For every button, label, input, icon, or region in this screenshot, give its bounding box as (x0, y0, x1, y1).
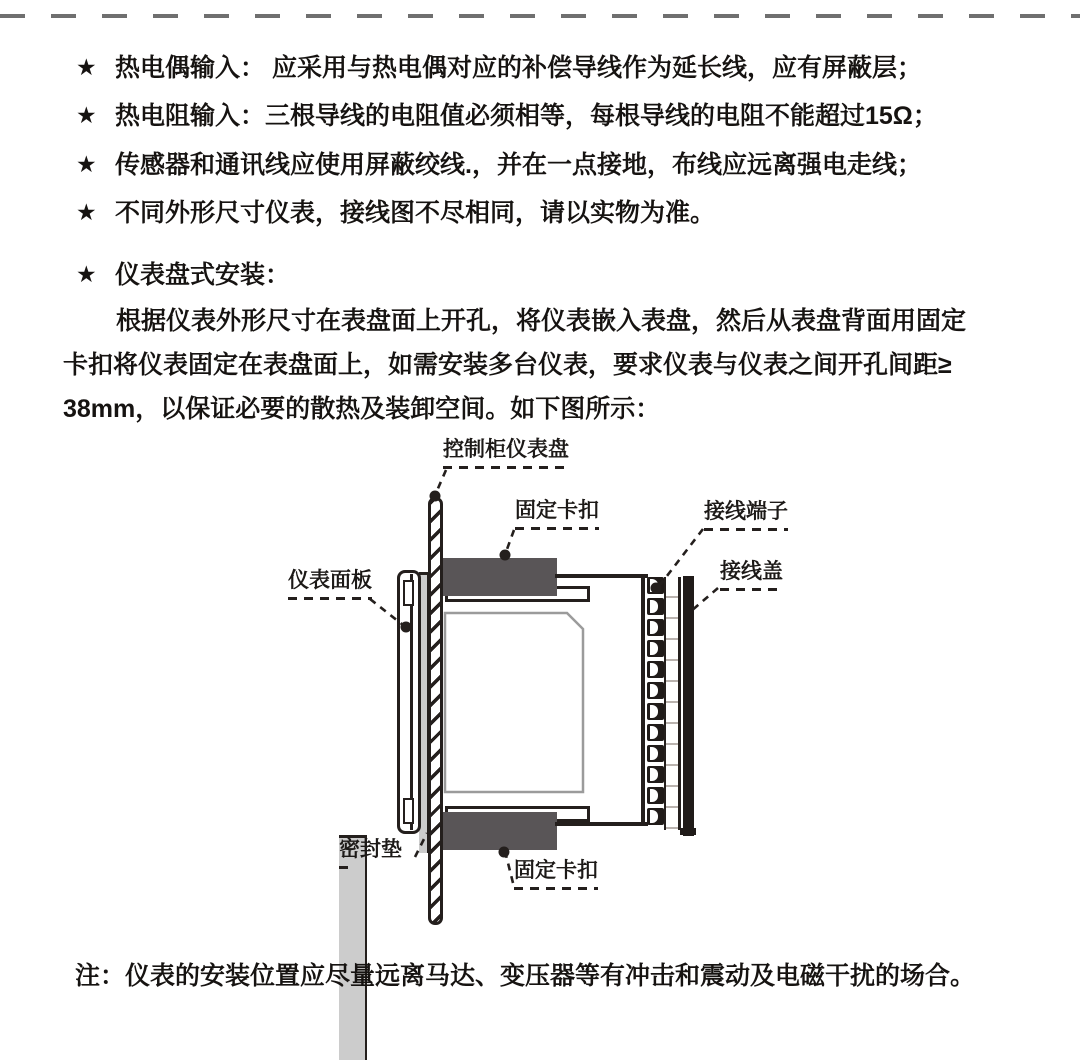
installation-diagram (0, 430, 1080, 950)
terminal-contact (650, 705, 658, 718)
terminal-rail (664, 577, 681, 830)
terminal-cell (647, 682, 664, 699)
label-fixing-clip-bottom: 固定卡扣 (514, 859, 598, 890)
terminal-contact (650, 726, 658, 739)
terminal-cell (647, 808, 664, 825)
terminal-cell (647, 598, 664, 615)
terminal-contact (650, 642, 658, 655)
terminal-cell (647, 766, 664, 783)
paragraph-line: 卡扣将仪表固定在表盘面上，如需安装多台仪表，要求仪表与仪表之间开孔间距≥ (63, 351, 952, 379)
terminal-contact (650, 810, 658, 823)
leader-cabinet-panel (436, 470, 446, 493)
star-icon: ★ (76, 261, 97, 287)
case-top-edge (555, 574, 648, 578)
label-wiring-terminal: 接线端子 (704, 500, 788, 531)
terminal-cell (647, 787, 664, 804)
case-right-edge (641, 577, 645, 826)
bullet-text: 不同外形尺寸仪表，接线图不尽相同，请以实物为准。 (115, 199, 716, 227)
terminal-block (647, 577, 664, 830)
terminal-contact (650, 789, 658, 802)
star-icon: ★ (76, 54, 97, 80)
instrument-front-bezel (397, 570, 421, 834)
terminal-cell (647, 640, 664, 657)
terminal-cell (647, 661, 664, 678)
section-title-text: 仪表盘式安装： (115, 261, 291, 289)
bullet-text: 热电偶输入： 应采用与热电偶对应的补偿导线作为延长线，应有屏蔽层； (115, 54, 922, 82)
label-instrument-panel: 仪表面板 (288, 569, 372, 600)
bullet-rtd (76, 101, 938, 131)
bezel-notch-top (403, 580, 414, 606)
display-window-outline (445, 613, 583, 792)
terminal-contact (650, 600, 658, 613)
wiring-cover-foot (680, 828, 696, 835)
leader-wiring-cover (690, 588, 718, 612)
fixing-clip-bottom (443, 812, 557, 850)
bullet-shielded-wire (76, 150, 922, 180)
bullet-text: 热电阻输入：三根导线的电阻值必须相等，每根导线的电阻不能超过15Ω； (115, 102, 938, 130)
bullet-text: 传感器和通讯线应使用屏蔽绞线.，并在一点接地，布线应远离强电走线； (115, 151, 922, 179)
bezel-notch-bottom (403, 798, 414, 824)
terminal-contact (650, 579, 658, 592)
terminal-cell (647, 619, 664, 636)
terminal-cell (647, 724, 664, 741)
case-bottom-edge (555, 822, 648, 826)
wiring-cover-bar (683, 576, 694, 836)
paragraph-line: 根据仪表外形尺寸在表盘面上开孔，将仪表嵌入表盘，然后从表盘背面用固定 (116, 307, 967, 335)
star-icon: ★ (76, 102, 97, 128)
terminal-cell (647, 745, 664, 762)
terminal-contact (650, 684, 658, 697)
cabinet-panel-bar (428, 497, 443, 925)
terminal-cell (647, 577, 664, 594)
label-wiring-cover: 接线盖 (720, 560, 783, 591)
label-fixing-clip-top: 固定卡扣 (515, 499, 599, 530)
bezel-inner-line (410, 574, 413, 830)
fixing-clip-top (443, 558, 557, 596)
page-top-dashed-border (0, 14, 1080, 18)
label-cabinet-panel: 控制柜仪表盘 (443, 438, 569, 469)
terminal-cell (647, 703, 664, 720)
mounting-paragraph (63, 299, 1023, 431)
label-gasket: 密封垫 (339, 835, 367, 1060)
section-title-panel-mounting (76, 260, 290, 290)
terminal-contact (650, 747, 658, 760)
leader-fixing-clip-top (506, 530, 514, 552)
paragraph-line: 38mm，以保证必要的散热及装卸空间。如下图所示： (63, 395, 661, 423)
star-icon: ★ (76, 151, 97, 177)
terminal-contact (650, 621, 658, 634)
terminal-contact (650, 768, 658, 781)
bullet-thermocouple (76, 53, 922, 83)
bullet-wiring-diagram (76, 198, 715, 228)
star-icon: ★ (76, 199, 97, 225)
terminal-contact (650, 663, 658, 676)
leader-fixing-clip-bottom (506, 855, 513, 883)
installation-note: 注：仪表的安装位置应尽量远离马达、变压器等有冲击和震动及电磁干扰的场合。 (75, 962, 976, 990)
